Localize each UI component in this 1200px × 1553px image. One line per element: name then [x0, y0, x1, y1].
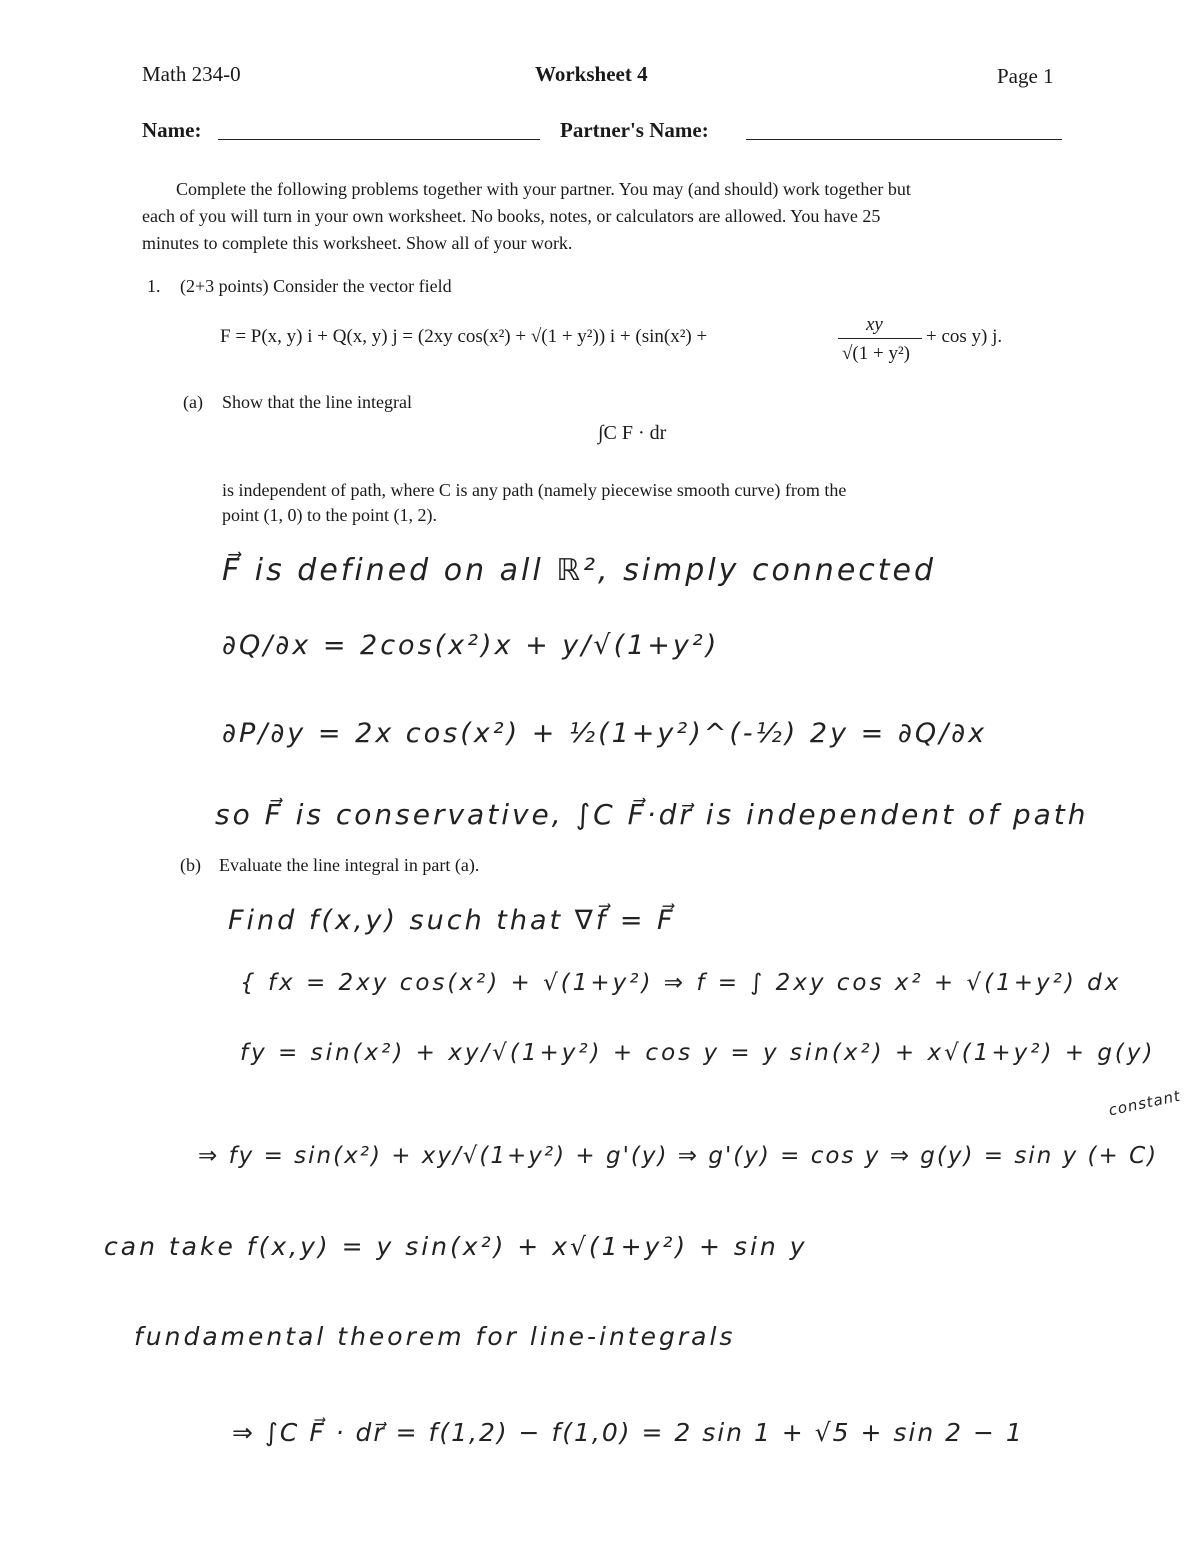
partner-name-label: Partner's Name: — [560, 118, 709, 142]
vector-field-equation-left: F = P(x, y) i + Q(x, y) j = (2xy cos(x²) + √(1 + y²)) i + (sin(x²) + — [220, 326, 708, 347]
course-label: Math 234-0 — [142, 62, 241, 86]
problem-intro: (2+3 points) Consider the vector field — [180, 276, 452, 296]
worksheet-title: Worksheet 4 — [535, 62, 648, 86]
instructions-line-2: each of you will turn in your own worksheet. No books, notes, or calculators are allowed. You have 25 — [142, 206, 881, 226]
part-a-continuation-2: point (1, 0) to the point (1, 2). — [222, 505, 437, 525]
handwritten-fundamental-theorem: fundamental theorem for line-integrals — [134, 1322, 736, 1351]
problem-number: 1. — [147, 276, 161, 296]
handwritten-find-potential: Find f(x,y) such that ∇f⃗ = F⃗ — [228, 905, 676, 936]
partner-name-field[interactable] — [746, 139, 1062, 140]
instructions-line-3: minutes to complete this worksheet. Show all of your work. — [142, 233, 573, 253]
handwritten-final-answer: ⇒ ∫C F⃗ · dr⃗ = f(1,2) − f(1,0) = 2 sin 1 + √5 + sin 2 − 1 — [232, 1418, 1024, 1447]
handwritten-constant-note: constant — [1106, 1086, 1183, 1120]
handwritten-potential-function: can take f(x,y) = y sin(x²) + x√(1+y²) + sin y — [104, 1232, 808, 1261]
part-b-label: (b) — [180, 855, 201, 875]
page-number: Page 1 — [997, 64, 1054, 88]
name-field[interactable] — [218, 139, 540, 140]
equation-fraction-numerator: xy — [866, 314, 883, 335]
handwritten-dQdx: ∂Q/∂x = 2cos(x²)x + y/√(1+y²) — [222, 630, 720, 661]
equation-fraction-bar — [838, 338, 922, 339]
instructions-line-1: Complete the following problems together with your partner. You may (and should) work together but — [176, 179, 911, 199]
handwritten-fx-line: { fx = 2xy cos(x²) + √(1+y²) ⇒ f = ∫ 2xy cos x² + √(1+y²) dx — [240, 970, 1122, 996]
handwritten-dPdy: ∂P/∂y = 2x cos(x²) + ½(1+y²)^(-½) 2y = ∂Q/∂x — [222, 718, 988, 749]
handwritten-g-derivation: ⇒ fy = sin(x²) + xy/√(1+y²) + g'(y) ⇒ g'(y) = cos y ⇒ g(y) = sin y (+ C) — [198, 1143, 1159, 1169]
part-a-label: (a) — [183, 392, 203, 412]
part-b-text: Evaluate the line integral in part (a). — [219, 855, 480, 875]
handwritten-conservative-conclusion: so F⃗ is conservative, ∫C F⃗·dr⃗ is independent of path — [215, 798, 1089, 831]
part-a-continuation-1: is independent of path, where C is any path (namely piecewise smooth curve) from the — [222, 480, 847, 500]
equation-fraction-denominator: √(1 + y²) — [842, 343, 910, 364]
handwritten-fy-line: fy = sin(x²) + xy/√(1+y²) + cos y = y sin(x²) + x√(1+y²) + g(y) — [240, 1040, 1156, 1066]
part-a-text: Show that the line integral — [222, 392, 412, 412]
vector-field-equation-right: + cos y) j. — [926, 326, 1003, 347]
handwritten-domain-note: F⃗ is defined on all ℝ², simply connected — [222, 553, 937, 588]
name-label: Name: — [142, 118, 202, 142]
line-integral-expression: ∫C F · dr — [598, 422, 667, 444]
